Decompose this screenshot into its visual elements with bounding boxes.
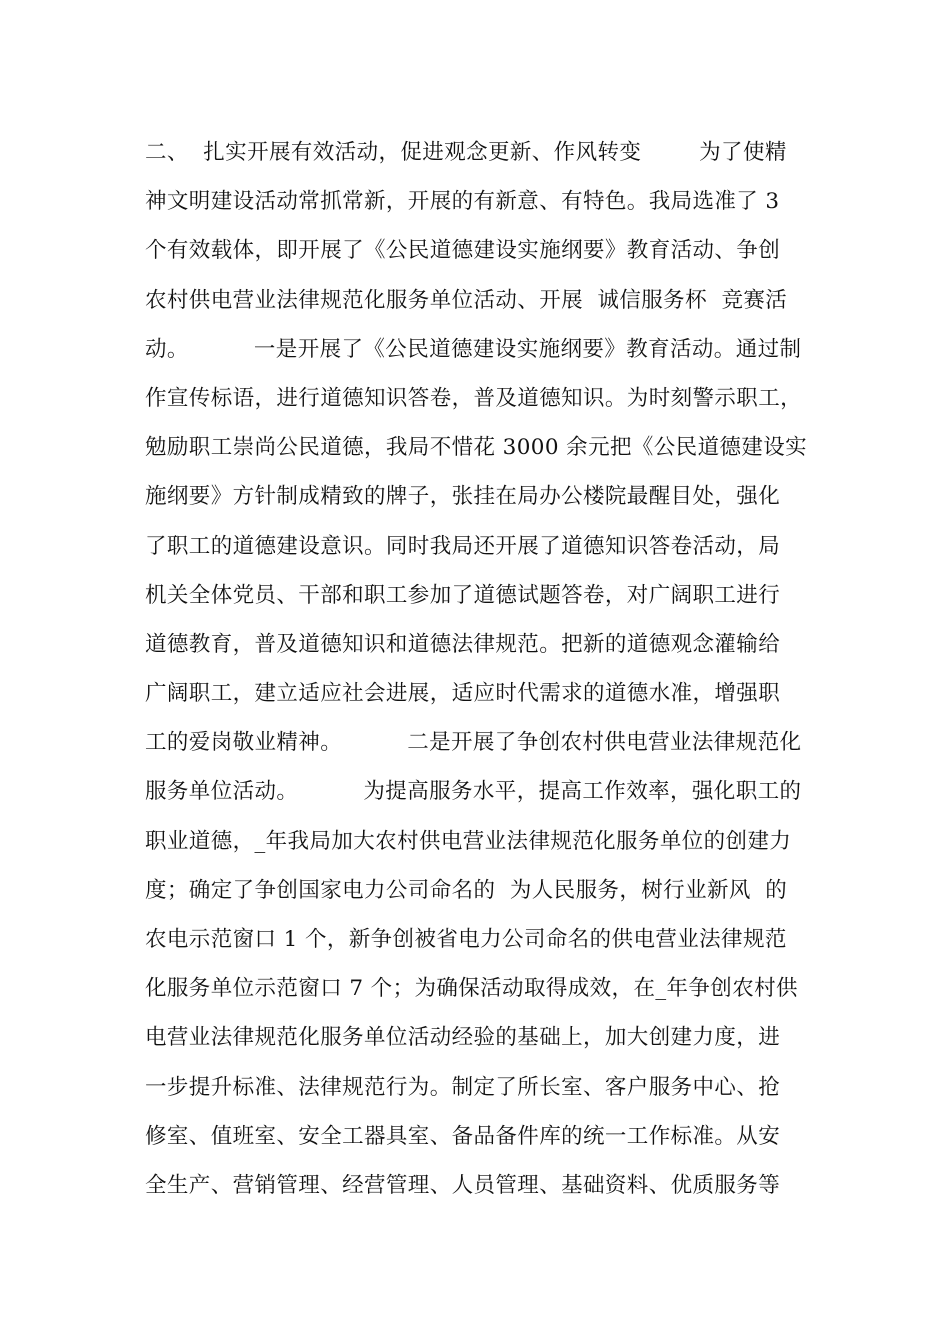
body-text — [145, 128, 825, 1210]
text-line: 道德教育，普及道德知识和道德法律规范。把新的道德观念灌输给 — [145, 631, 781, 657]
text-line: 工的爱岗敬业精神。 二是开展了争创农村供电营业法律规范化 — [145, 730, 802, 756]
text-line: 个有效载体，即开展了《公民道德建设实施纲要》教育活动、争创 — [145, 238, 781, 264]
text-line: 服务单位活动。 为提高服务水平，提高工作效率，强化职工的 — [145, 779, 802, 805]
text-line: 农电示范窗口 1 个，新争创被省电力公司命名的供电营业法律规范 — [145, 927, 787, 952]
text-line: 农村供电营业法律规范化服务单位活动、开展 诚信服务杯 竞赛活 — [145, 287, 788, 313]
text-line: 度；确定了争创国家电力公司命名的 为人民服务，树行业新风 的 — [145, 877, 788, 903]
text-line: 动。 一是开展了《公民道德建设实施纲要》教育活动。通过制 — [145, 336, 802, 362]
text-line: 施纲要》方针制成精致的牌子，张挂在局办公楼院最醒目处，强化 — [145, 484, 781, 510]
text-line: 神文明建设活动常抓常新，开展的有新意、有特色。我局选准了 3 — [145, 189, 780, 215]
text-line: 全生产、营销管理、经营管理、人员管理、基础资料、优质服务等 — [145, 1172, 781, 1198]
text-line: 作宣传标语，进行道德知识答卷，普及道德知识。为时刻警示职工， — [145, 385, 803, 411]
text-line: 广阔职工，建立适应社会进展，适应时代需求的道德水准，增强职 — [145, 681, 781, 707]
text-line: 修室、值班室、安全工器具室、备品备件库的统一工作标准。从安 — [145, 1123, 781, 1149]
text-line: 电营业法律规范化服务单位活动经验的基础上，加大创建力度，进 — [145, 1025, 781, 1051]
text-line: 化服务单位示范窗口 7 个；为确保活动取得成效，在_年争创农村供 — [145, 976, 798, 1002]
text-line: 职业道德，_年我局加大农村供电营业法律规范化服务单位的创建力 — [145, 828, 792, 854]
text-line: 一步提升标准、法律规范行为。制定了所长室、客户服务中心、抢 — [145, 1074, 781, 1100]
text-line: 机关全体党员、干部和职工参加了道德试题答卷，对广阔职工进行 — [145, 582, 781, 608]
text-line: 了职工的道德建设意识。同时我局还开展了道德知识答卷活动，局 — [145, 533, 781, 559]
text-line: 二、 扎实开展有效活动，促进观念更新、作风转变 为了使精 — [145, 140, 787, 165]
text-line: 勉励职工崇尚公民道德，我局不惜花 3000 余元把《公民道德建设实 — [145, 435, 808, 461]
